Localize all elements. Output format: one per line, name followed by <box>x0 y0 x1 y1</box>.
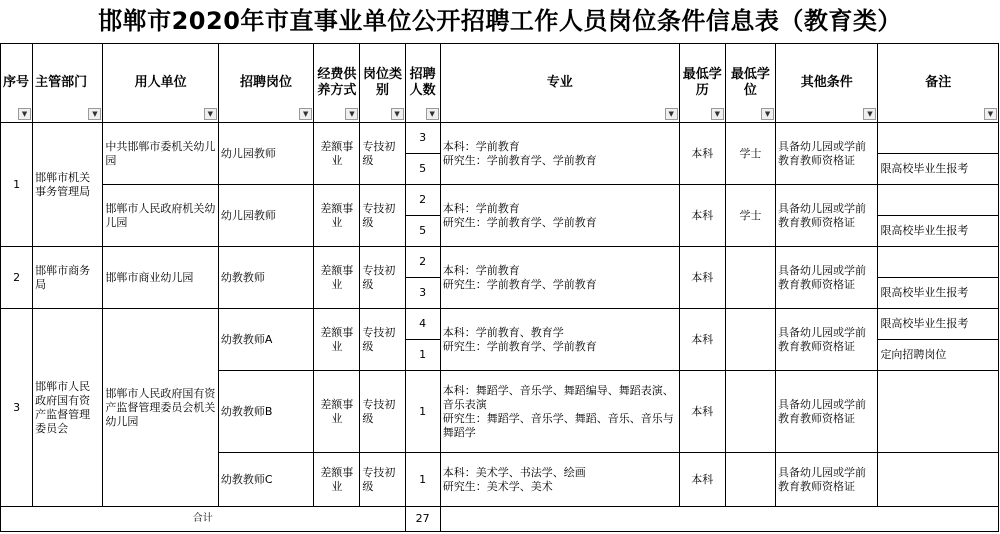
category-cell: 专技初级 <box>360 185 405 247</box>
filter-dropdown-icon[interactable]: ▼ <box>761 108 774 120</box>
other-cell: 具备幼儿园或学前教育教师资格证 <box>776 371 878 453</box>
other-cell: 具备幼儿园或学前教育教师资格证 <box>776 123 878 185</box>
header-row <box>1 44 999 123</box>
table-row <box>1 123 999 154</box>
major-cell: 本科：学前教育、教育学 研究生：学前教育学、学前教育 <box>440 309 679 371</box>
category-header <box>360 44 405 123</box>
table-row <box>1 309 999 340</box>
category-cell: 专技初级 <box>360 453 405 507</box>
employer-cell: 中共邯郸市委机关幼儿园 <box>103 123 218 185</box>
degree-cell <box>725 453 775 507</box>
position-header-label: 招聘岗位 <box>240 75 293 90</box>
major-cell: 本科：学前教育 研究生：学前教育学、学前教育 <box>440 185 679 247</box>
remarks-header <box>878 44 999 123</box>
category-cell: 专技初级 <box>360 309 405 371</box>
category-cell: 专技初级 <box>360 123 405 185</box>
position-cell: 幼儿园教师 <box>218 123 313 185</box>
remarks-cell <box>878 185 999 216</box>
edu-cell: 本科 <box>679 185 725 247</box>
count-cell: 3 <box>405 123 440 154</box>
remarks-cell: 定向招聘岗位 <box>878 340 999 371</box>
other-cell: 具备幼儿园或学前教育教师资格证 <box>776 309 878 371</box>
category-cell: 专技初级 <box>360 371 405 453</box>
seq-cell: 3 <box>1 309 33 507</box>
edu-header <box>679 44 725 123</box>
remarks-cell <box>878 371 999 453</box>
seq-cell: 2 <box>1 247 33 309</box>
other-header-label: 其他条件 <box>800 75 853 90</box>
table-body <box>1 123 999 532</box>
position-cell: 幼教教师A <box>218 309 313 371</box>
edu-cell: 本科 <box>679 309 725 371</box>
dept-cell: 邯郸市机关事务管理局 <box>33 123 103 247</box>
seq-header-label: 序号 <box>3 75 30 90</box>
remarks-cell <box>878 247 999 278</box>
dept-cell: 邯郸市商务局 <box>33 247 103 309</box>
major-cell: 本科：美术学、书法学、绘画 研究生：美术学、美术 <box>440 453 679 507</box>
remarks-cell: 限高校毕业生报考 <box>878 216 999 247</box>
employer-cell: 邯郸市人民政府国有资产监督管理委员会机关幼儿园 <box>103 309 218 507</box>
edu-cell: 本科 <box>679 371 725 453</box>
funding-cell: 差额事业 <box>314 185 360 247</box>
count-cell: 4 <box>405 309 440 340</box>
edu-cell: 本科 <box>679 247 725 309</box>
other-header <box>776 44 878 123</box>
count-cell: 1 <box>405 453 440 507</box>
degree-cell: 学士 <box>725 123 775 185</box>
other-cell: 具备幼儿园或学前教育教师资格证 <box>776 185 878 247</box>
count-cell: 2 <box>405 247 440 278</box>
dept-cell: 邯郸市人民政府国有资产监督管理委员会 <box>33 309 103 507</box>
count-cell: 5 <box>405 216 440 247</box>
filter-dropdown-icon[interactable]: ▼ <box>88 108 101 120</box>
funding-cell: 差额事业 <box>314 247 360 309</box>
total-blank <box>440 507 998 532</box>
remarks-cell: 限高校毕业生报考 <box>878 154 999 185</box>
remarks-cell <box>878 123 999 154</box>
filter-dropdown-icon[interactable]: ▼ <box>984 108 997 120</box>
filter-dropdown-icon[interactable]: ▼ <box>204 108 217 120</box>
filter-dropdown-icon[interactable]: ▼ <box>299 108 312 120</box>
degree-cell: 学士 <box>725 185 775 247</box>
remarks-cell: 限高校毕业生报考 <box>878 309 999 340</box>
page-title: 邯郸市2020年市直事业单位公开招聘工作人员岗位条件信息表（教育类） <box>98 7 902 35</box>
position-cell: 幼儿园教师 <box>218 185 313 247</box>
major-cell: 本科：学前教育 研究生：学前教育学、学前教育 <box>440 247 679 309</box>
degree-cell <box>725 247 775 309</box>
major-cell: 本科：学前教育 研究生：学前教育学、学前教育 <box>440 123 679 185</box>
total-count: 27 <box>405 507 440 532</box>
count-header-label: 招聘人数 <box>409 67 436 98</box>
seq-header <box>1 44 33 123</box>
dept-header-label: 主管部门 <box>35 75 88 90</box>
seq-cell: 1 <box>1 123 33 247</box>
filter-dropdown-icon[interactable]: ▼ <box>665 108 678 120</box>
filter-dropdown-icon[interactable]: ▼ <box>345 108 358 120</box>
edu-header-label: 最低学历 <box>682 67 722 98</box>
remarks-header-label: 备注 <box>925 75 952 90</box>
filter-dropdown-icon[interactable]: ▼ <box>711 108 724 120</box>
funding-header <box>314 44 360 123</box>
major-header <box>440 44 679 123</box>
filter-dropdown-icon[interactable]: ▼ <box>863 108 876 120</box>
count-cell: 1 <box>405 371 440 453</box>
count-cell: 2 <box>405 185 440 216</box>
employer-header-label: 用人单位 <box>134 75 187 90</box>
table-row <box>1 185 999 216</box>
dept-header <box>33 44 103 123</box>
edu-cell: 本科 <box>679 453 725 507</box>
filter-dropdown-icon[interactable]: ▼ <box>426 108 439 120</box>
position-cell: 幼教教师C <box>218 453 313 507</box>
positions-table <box>0 43 999 532</box>
funding-cell: 差额事业 <box>314 371 360 453</box>
funding-cell: 差额事业 <box>314 453 360 507</box>
degree-cell <box>725 309 775 371</box>
table-row <box>1 247 999 278</box>
major-header-label: 专业 <box>546 75 573 90</box>
employer-header <box>103 44 218 123</box>
edu-cell: 本科 <box>679 123 725 185</box>
funding-cell: 差额事业 <box>314 309 360 371</box>
count-header <box>405 44 440 123</box>
other-cell: 具备幼儿园或学前教育教师资格证 <box>776 453 878 507</box>
funding-header-label: 经费供养方式 <box>317 67 357 98</box>
employer-cell: 邯郸市商业幼儿园 <box>103 247 218 309</box>
employer-cell: 邯郸市人民政府机关幼儿园 <box>103 185 218 247</box>
remarks-cell: 限高校毕业生报考 <box>878 278 999 309</box>
total-row <box>1 507 999 532</box>
degree-cell <box>725 371 775 453</box>
other-cell: 具备幼儿园或学前教育教师资格证 <box>776 247 878 309</box>
total-label: 合计 <box>1 507 406 532</box>
filter-dropdown-icon[interactable]: ▼ <box>18 108 31 120</box>
category-cell: 专技初级 <box>360 247 405 309</box>
category-header-label: 岗位类别 <box>362 67 402 98</box>
degree-header-label: 最低学位 <box>730 67 770 98</box>
funding-cell: 差额事业 <box>314 123 360 185</box>
count-cell: 1 <box>405 340 440 371</box>
major-cell: 本科：舞蹈学、音乐学、舞蹈编导、舞蹈表演、音乐表演 研究生：舞蹈学、音乐学、舞蹈、音乐、音乐与舞蹈学 <box>440 371 679 453</box>
remarks-cell <box>878 453 999 507</box>
count-cell: 3 <box>405 278 440 309</box>
filter-dropdown-icon[interactable]: ▼ <box>391 108 404 120</box>
position-cell: 幼教教师B <box>218 371 313 453</box>
position-header <box>218 44 313 123</box>
degree-header <box>725 44 775 123</box>
position-cell: 幼教教师 <box>218 247 313 309</box>
count-cell: 5 <box>405 154 440 185</box>
